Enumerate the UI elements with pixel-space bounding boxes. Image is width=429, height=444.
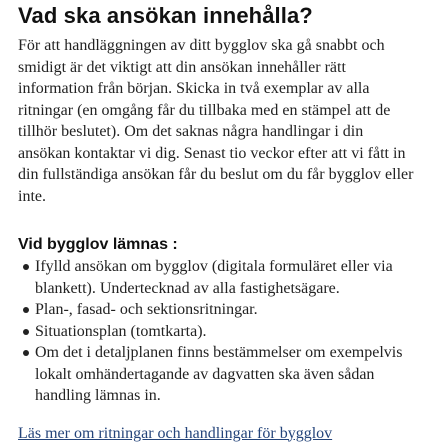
- intro-paragraph: För att handläggningen av ditt bygglov ska gå snabbt och smidigt är det viktigt att din ansökan innehåller rätt information från början. Skicka in två exemplar av alla ritningar (en omgång får du tillbaka med en stämpel att de tillhör beslutet). Om det saknas några handlingar i din ansökan kontaktar vi dig. Senast tio veckor efter att vi fått in din fullständiga ansökan får du beslut om du får bygglov eller inte.: [18, 37, 414, 205]
- list-item: [18, 256, 419, 299]
- list-item: [18, 299, 419, 321]
- bullet-icon: [23, 350, 29, 356]
- list-item-text: Situationsplan (tomtkarta).: [35, 322, 207, 340]
- list-item-text: Om det i detaljplanen finns bestämmelser om exempelvis lokalt omhändertagande av dagvatten ska även sådan handling lämnas in.: [35, 344, 403, 404]
- list-item-text: Plan-, fasad- och sektionsritningar.: [35, 301, 258, 318]
- bullet-icon: [23, 264, 29, 270]
- list-item-text: Ifylld ansökan om bygglov (digitala formuläret eller via blankett). Undertecknad av alla fastighetsägare.: [35, 258, 393, 297]
- bullet-icon: [23, 329, 29, 335]
- bullet-icon: [23, 307, 29, 313]
- requirements-list: [18, 256, 419, 407]
- section-heading: Vad ska ansökan innehålla?: [18, 3, 313, 28]
- read-more-link[interactable]: Läs mer om ritningar och handlingar för bygglov: [18, 424, 333, 442]
- list-item: [18, 342, 419, 407]
- requirements-heading: Vid bygglov lämnas :: [18, 236, 178, 253]
- list-item: [18, 321, 419, 343]
